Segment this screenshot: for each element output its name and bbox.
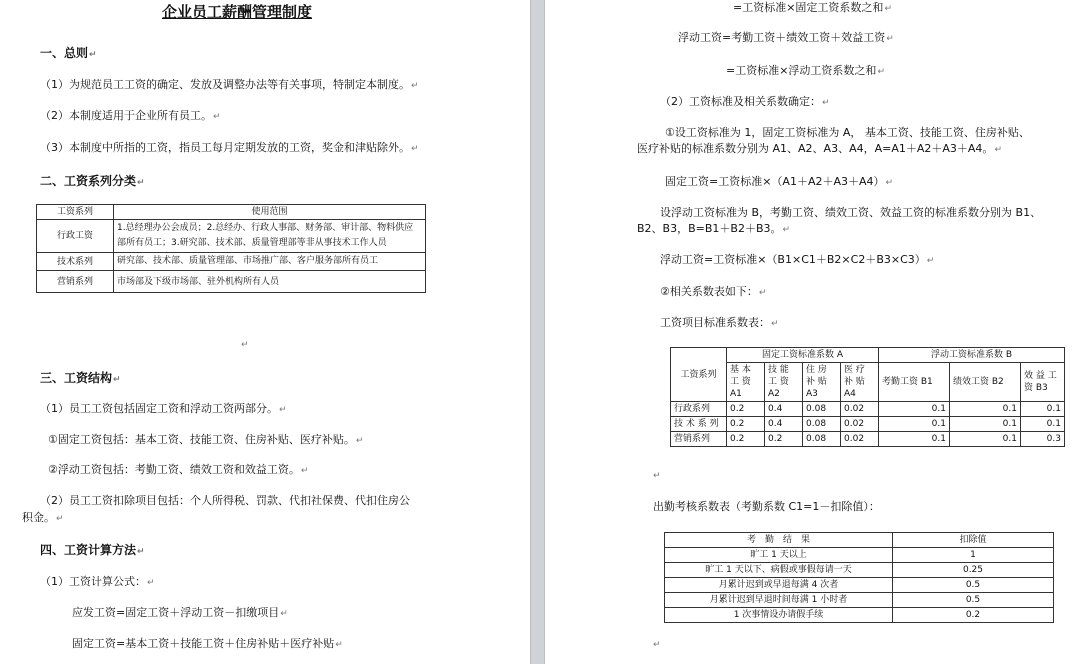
- paragraph: ②浮动工资包括：考勤工资、绩效工资和效益工资。↵: [48, 463, 309, 476]
- table-row: [671, 432, 1065, 447]
- paragraph: 工资项目标准系数表：↵: [660, 316, 779, 329]
- table-cell: 月累计迟到早退时间每满 1 小时者: [665, 593, 893, 608]
- table-header: 工资系列: [671, 348, 727, 402]
- table-cell: 0.08: [803, 417, 841, 432]
- paragraph: ①固定工资包括：基本工资、技能工资、住房补贴、医疗补贴。↵: [48, 433, 364, 446]
- paragraph: （2）员工工资扣除项目包括：个人所得税、罚款、代扣社保费、代扣住房公: [40, 494, 410, 507]
- table-cell: 0.1: [950, 402, 1021, 417]
- table-header: 效 益 工 资 B3: [1021, 363, 1065, 402]
- table-cell: 营销系列: [37, 271, 114, 293]
- table-cell: 1: [893, 548, 1054, 563]
- series-table: [36, 204, 426, 293]
- table-header: 基 本 工 资 A1: [727, 363, 765, 402]
- table-cell: 0.1: [879, 417, 950, 432]
- left-page: [0, 0, 530, 664]
- table-cell: 0.3: [1021, 432, 1065, 447]
- table-header: 考勤工资 B1: [879, 363, 950, 402]
- table-cell: 技 术 系 列: [671, 417, 727, 432]
- table-cell: 1 次事情设办请假手续: [665, 608, 893, 623]
- paragraph: （2）工资标准及相关系数确定：↵: [660, 95, 830, 108]
- paragraph: 设浮动工资标准为 B，考勤工资、绩效工资、效益工资的标准系数分别为 B1、: [660, 206, 1042, 219]
- table-cell: 0.08: [803, 432, 841, 447]
- table-cell: 0.02: [841, 432, 879, 447]
- table-cell: 行政系列: [671, 402, 727, 417]
- formula: 应发工资=固定工资＋浮动工资－扣缴项目↵: [72, 606, 288, 619]
- paragraph: （1）为规范员工工资的确定、发放及调整办法等有关事项，特制定本制度。↵: [40, 78, 419, 91]
- paragraph: （1）工资计算公式：↵: [40, 575, 155, 588]
- table-cell: 0.4: [765, 417, 803, 432]
- table-cell: 0.1: [950, 417, 1021, 432]
- table-row: [671, 402, 1065, 417]
- table-cell: 0.4: [765, 402, 803, 417]
- section-heading: 三、工资结构↵: [40, 371, 121, 385]
- table-row: [665, 608, 1054, 623]
- table-cell: 0.2: [765, 432, 803, 447]
- table-cell: 0.02: [841, 402, 879, 417]
- section-heading: 二、工资系列分类↵: [40, 174, 145, 188]
- paragraph-mark: ↵: [653, 640, 661, 650]
- paragraph: ①设工资标准为 1，固定工资标准为 A， 基本工资、技能工资、住房补贴、: [665, 126, 1030, 139]
- doc-title: 企业员工薪酬管理制度: [162, 3, 313, 21]
- formula: 浮动工资=工资标准×（B1×C1＋B2×C2＋B3×C3）↵: [660, 253, 935, 266]
- table-cell: 1.总经理办公会成员；2.总经办、行政人事部、财务部、审计部、物料供应部所有员工；3.研究部、技术部、质量管理部等非从事技术工作人员: [114, 220, 426, 253]
- table-cell: 旷工 1 天以上: [665, 548, 893, 563]
- table-header: 医 疗 补 贴 A4: [841, 363, 879, 402]
- table-cell: 0.2: [727, 417, 765, 432]
- table-cell: 0.2: [893, 608, 1054, 623]
- table-header: 固定工资标准系数 A: [727, 348, 879, 363]
- right-page: [545, 0, 1080, 664]
- formula: =工资标准×固定工资系数之和↵: [733, 1, 892, 14]
- table-cell: 0.5: [893, 593, 1054, 608]
- table-cell: 0.08: [803, 402, 841, 417]
- table-cell: 0.5: [893, 578, 1054, 593]
- paragraph: 出勤考核系数表（考勤系数 C1=1－扣除值）：: [653, 500, 880, 513]
- table-row: [665, 578, 1054, 593]
- table-cell: 市场部及下级市场部、驻外机构所有人员: [114, 271, 426, 293]
- paragraph: （1）员工工资包括固定工资和浮动工资两部分。↵: [40, 402, 287, 415]
- table-cell: 行政工资: [37, 220, 114, 253]
- table-row: [665, 563, 1054, 578]
- paragraph-mark: ↵: [241, 340, 249, 350]
- paragraph: 医疗补贴的标准系数分别为 A1、A2、A3、A4，A=A1＋A2＋A3＋A4。↵: [637, 142, 1002, 155]
- paragraph: （2）本制度适用于企业所有员工。↵: [40, 109, 221, 122]
- formula: =工资标准×浮动工资系数之和↵: [726, 64, 885, 77]
- table-row: [37, 253, 426, 271]
- table-cell: 0.1: [1021, 417, 1065, 432]
- paragraph: （3）本制度中所指的工资，指员工每月定期发放的工资，奖金和津贴除外。↵: [40, 141, 419, 154]
- table-cell: 月累计迟到或早退每满 4 次者: [665, 578, 893, 593]
- table-header: 使用范围: [114, 205, 426, 220]
- paragraph-mark: ↵: [653, 471, 661, 481]
- table-cell: 0.1: [879, 432, 950, 447]
- table-cell: 营销系列: [671, 432, 727, 447]
- table-cell: 0.02: [841, 417, 879, 432]
- table-row: [37, 271, 426, 293]
- table-header: 工资系列: [37, 205, 114, 220]
- table-header: 技 能 工 资 A2: [765, 363, 803, 402]
- table-row: [665, 548, 1054, 563]
- paragraph: B2、B3，B=B1＋B2＋B3。↵: [637, 222, 791, 235]
- table-header: 浮动工资标准系数 B: [879, 348, 1065, 363]
- table-cell: 0.1: [950, 432, 1021, 447]
- table-cell: 0.2: [727, 432, 765, 447]
- table-row: [665, 593, 1054, 608]
- table-cell: 0.25: [893, 563, 1054, 578]
- table-row: [671, 417, 1065, 432]
- page-gutter: [530, 0, 545, 664]
- table-row: [37, 220, 426, 253]
- section-heading: 一、总则↵: [40, 46, 97, 60]
- table-cell: 旷工 1 天以下、病假或事假每请一天: [665, 563, 893, 578]
- table-header: 扣除值: [893, 533, 1054, 548]
- table-cell: 技术系列: [37, 253, 114, 271]
- attendance-table: [664, 532, 1054, 623]
- formula: 浮动工资=考勤工资＋绩效工资＋效益工资↵: [678, 31, 894, 44]
- formula: 固定工资=基本工资＋技能工资＋住房补贴＋医疗补贴↵: [72, 637, 343, 650]
- paragraph: ②相关系数表如下：↵: [660, 285, 767, 298]
- table-cell: 0.1: [879, 402, 950, 417]
- table-header: 绩效工资 B2: [950, 363, 1021, 402]
- paragraph: 积金。↵: [22, 511, 64, 524]
- table-cell: 研究部、技术部、质量管理部、市场推广部、客户服务部所有员工: [114, 253, 426, 271]
- table-header: 住 房 补 贴 A3: [803, 363, 841, 402]
- table-cell: 0.2: [727, 402, 765, 417]
- formula: 固定工资=工资标准×（A1＋A2＋A3＋A4）↵: [665, 175, 894, 188]
- table-cell: 0.1: [1021, 402, 1065, 417]
- coefficient-table: [670, 347, 1065, 447]
- table-header: 考 勤 结 果: [665, 533, 893, 548]
- section-heading: 四、工资计算方法↵: [40, 543, 145, 557]
